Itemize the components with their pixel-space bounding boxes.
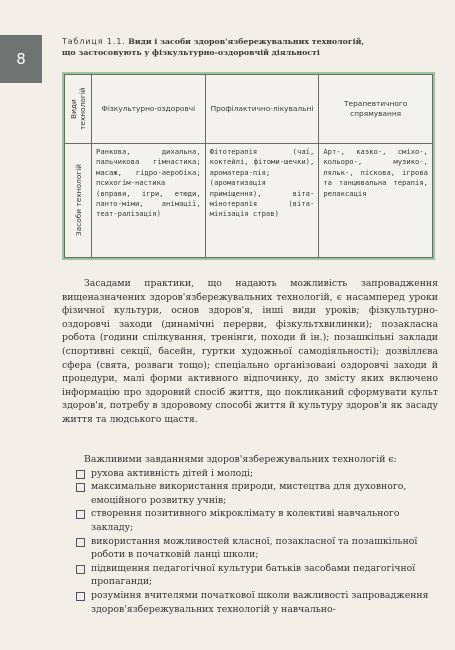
table-row (65, 144, 433, 258)
caption-title-line1: Види і засоби здоров'язбережувальних технологій, (128, 37, 365, 46)
row-header-means: Засоби технологій (65, 144, 92, 258)
table-cell: Арт-, казко-, сміхо-, кольоро-, музико-, ляльк-, піскова, ігрова та танцювальна терапія, релаксація (319, 144, 433, 258)
caption-title-line2: що застосовують у фізкультурно-оздоровчій діяльності (62, 47, 320, 57)
caption-label: Таблиця 1.1. (62, 37, 126, 46)
checkbox-bullet-icon (76, 510, 85, 519)
paragraph: Засадами практики, що надають можливість запровадження вищеназначених здоров'язбережувальних технологій, є насамперед уроки фізичної культури, основ здоров'я, інші види уроків; фізкультурно-оздоровчі заходи (динамічні перерви, фізкультхвилинки); позакласна робота (години спілкування, тренінги, походи й ін.); позашкільні заклади (спортивні секції, басейн, гуртки художньої самодіяльності); дозвіллєва сфера (свята, розваги тощо); спеціально організовані оздоровчі заходи й процедури, малі форми активного відпочинку, до змісту яких включено інформацію про здоровий спосіб життя, що покликаний сформувати культ здоров'я, потребу в здоровому способі життя й культуру здоров'я як засаду життя та людського щастя. (62, 278, 438, 425)
column-header: Фізкультурно-оздоровчі (92, 75, 206, 144)
column-header: Профілактично-лікувальні (205, 75, 319, 144)
checkbox-bullet-icon (76, 592, 85, 601)
checkbox-bullet-icon (76, 538, 85, 547)
table-cell: Фітотерапія (чаї, коктейлі, фітоми-шечки), ароматера-пія; (ароматизація приміщення), віта-мінотерапія (віта-мінізація страв) (205, 144, 319, 258)
table-cell: Ранкова, дихальна, пальчикова гімнастика; масаж, гідро-аеробіка; психогім-настика (вправи, ігри, етюди, панто-міми, анімації, теат-ралізація) (92, 144, 206, 258)
list-item: підвищення педагогічної культури батьків засобами педагогічної пропаганди; (62, 562, 438, 589)
page-number: 8 (0, 35, 42, 83)
body-text (62, 277, 438, 427)
checkbox-bullet-icon (76, 470, 85, 479)
technologies-table (62, 72, 435, 260)
list-item: створення позитивного мікроклімату в колективі навчального закладу; (62, 507, 438, 534)
row-header-types: Види технологій (65, 75, 92, 144)
list-item: рухова активність дітей і молоді; (62, 467, 438, 481)
list-intro: Важливими завданнями здоров'язбережувальних технологій є: (84, 454, 397, 465)
table-header-row (65, 75, 433, 144)
list-item: використання можливостей класної, позакласної та позашкільної роботи в початковій ланці школи; (62, 535, 438, 562)
list-item: максимальне використання природи, мистецтва для духовного, емоційного розвитку учнів; (62, 480, 438, 507)
table-caption (62, 37, 437, 58)
checkbox-bullet-icon (76, 565, 85, 574)
checkbox-bullet-icon (76, 483, 85, 492)
column-header: Терапевтичного спрямування (319, 75, 433, 144)
list-item: розуміння вчителями початкової школи важливості запровадження здоров'язбережувальних технологій у навчально- (62, 589, 438, 616)
tasks-list (62, 453, 438, 616)
